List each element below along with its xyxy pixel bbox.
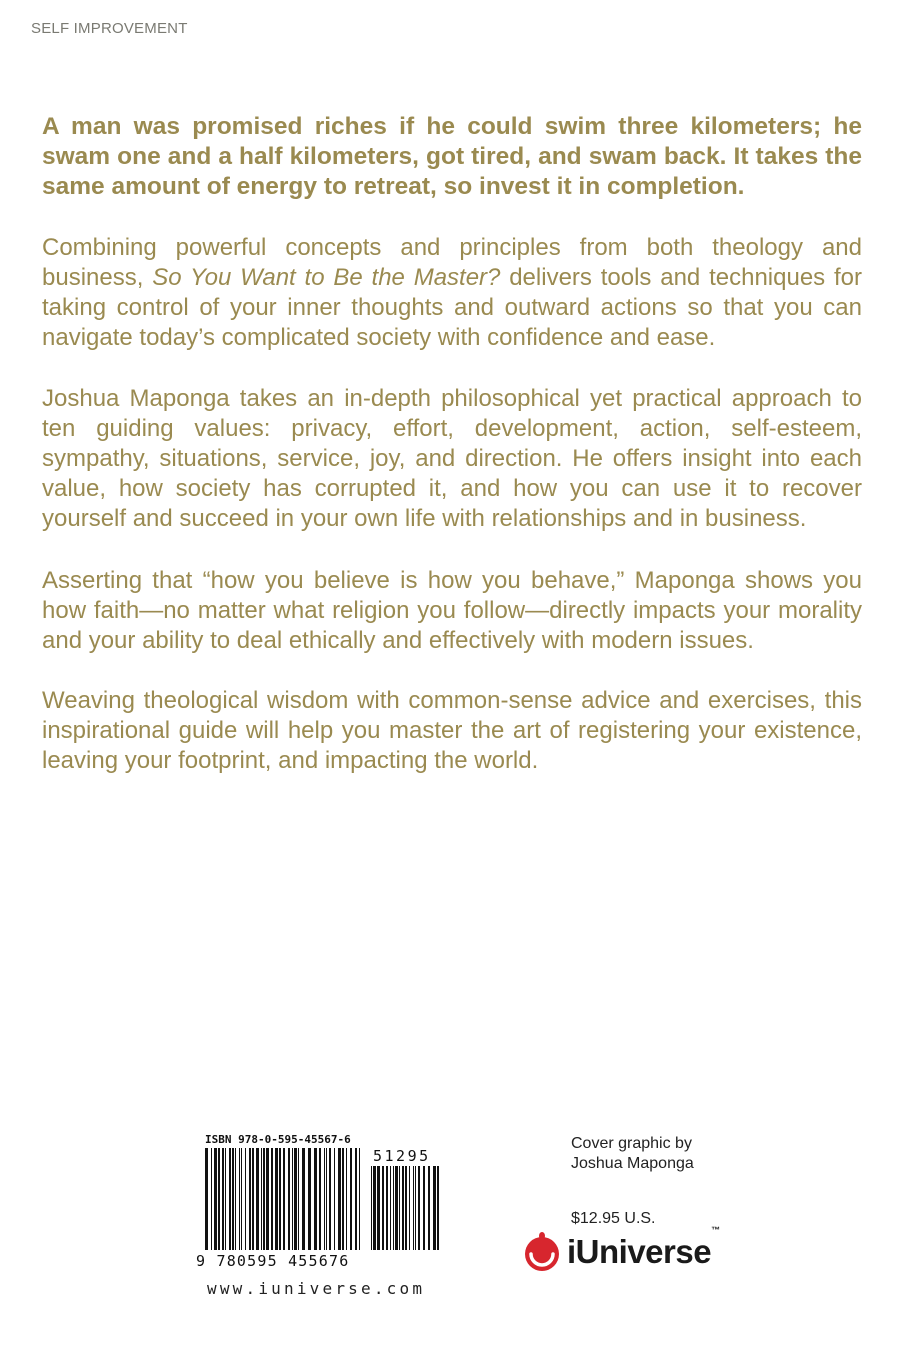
barcode-bar <box>211 1148 212 1250</box>
barcode-bar <box>359 1148 360 1250</box>
p1-text-start: Combining powerful concepts and principles from both theology and business, <box>42 234 862 291</box>
barcode-addon-digits: 51295 <box>373 1147 431 1165</box>
barcode-bar <box>279 1148 281 1250</box>
description-paragraph-3: Asserting that “how you believe is how you behave,” Maponga shows you how faith—no matter what religion you follow—directly impacts your morality and your ability to deal ethically and effectively with modern issues. <box>42 567 862 654</box>
iuniverse-smile-icon <box>522 1230 562 1274</box>
barcode-bar <box>245 1148 246 1250</box>
barcode-bar <box>433 1166 436 1250</box>
description-paragraph-1 <box>42 233 862 353</box>
barcode-bar <box>319 1148 321 1250</box>
publisher-name <box>567 1225 720 1271</box>
barcode-bar <box>390 1166 391 1250</box>
barcode-bar <box>302 1148 305 1250</box>
barcode-bar <box>395 1166 398 1250</box>
barcode-bar <box>239 1148 240 1250</box>
barcode-main-bars <box>205 1148 360 1250</box>
barcode-bar <box>252 1148 254 1250</box>
barcode-bar <box>235 1148 236 1250</box>
trademark-symbol: ™ <box>711 1225 720 1235</box>
barcode-bar <box>326 1148 327 1250</box>
publisher-logo <box>522 1225 720 1274</box>
barcode-bar <box>288 1148 290 1250</box>
barcode-digits: 9 780595 455676 <box>196 1252 350 1270</box>
barcode-bar <box>205 1148 208 1250</box>
barcode-bar <box>271 1148 273 1250</box>
barcode-bar <box>393 1166 394 1250</box>
p1-text-end: delivers tools and techniques for taking control of your inner thoughts and outward actions so that you can navigate today’s complicated society with confidence and ease. <box>42 264 862 351</box>
isbn-label: ISBN 978-0-595-45567-6 <box>205 1133 351 1146</box>
barcode-bar <box>232 1148 234 1250</box>
publisher-url: www.iuniverse.com <box>207 1279 426 1298</box>
barcode-bar <box>298 1148 299 1250</box>
barcode-bar <box>418 1166 420 1250</box>
barcode-bar <box>402 1166 404 1250</box>
barcode-bar <box>214 1148 217 1250</box>
barcode-bar <box>218 1148 220 1250</box>
barcode-bar <box>342 1148 344 1250</box>
cover-credit-line-1: Cover graphic by <box>571 1135 692 1152</box>
barcode-bar <box>334 1148 335 1250</box>
barcode-bar <box>329 1148 331 1250</box>
cover-credit-line-2: Joshua Maponga <box>571 1155 694 1172</box>
price-label: $12.95 U.S. <box>571 1210 656 1227</box>
barcode-bar <box>241 1148 242 1250</box>
barcode-bar <box>377 1166 380 1250</box>
barcode-bar <box>413 1166 414 1250</box>
barcode-bar <box>229 1148 231 1250</box>
barcode-bar <box>314 1148 317 1250</box>
book-title: So You Want to Be the Master? <box>152 264 501 291</box>
barcode-bar <box>222 1148 224 1250</box>
cover-credit <box>571 1134 694 1174</box>
barcode-bar <box>338 1148 341 1250</box>
barcode-bar <box>324 1148 325 1250</box>
barcode-bar <box>428 1166 430 1250</box>
barcode-bar <box>263 1148 265 1250</box>
barcode-bar <box>346 1148 347 1250</box>
barcode-bar <box>350 1148 352 1250</box>
barcode-bar <box>399 1166 400 1250</box>
barcode-bar <box>266 1148 269 1250</box>
barcode-bar <box>355 1148 357 1250</box>
barcode-bar <box>308 1148 311 1250</box>
barcode-bar <box>261 1148 262 1250</box>
barcode-bar <box>415 1166 416 1250</box>
publisher-name-text: iUniverse <box>567 1233 712 1270</box>
barcode-bar <box>283 1148 285 1250</box>
description-paragraph-4: Weaving theological wisdom with common-sense advice and exercises, this inspirational guide will help you master the art of registering your existence, leaving your footprint, and impacting the world. <box>42 687 862 774</box>
description-paragraph-2: Joshua Maponga takes an in-depth philosophical yet practical approach to ten guiding values: privacy, effort, development, action, self-esteem, sympathy, situations, service, joy, and direction. He offers insight into each value, how society has corrupted it, and how you can use it to recover yourself and succeed in your own life with relationships and in business. <box>42 385 862 532</box>
barcode-bar <box>256 1148 259 1250</box>
barcode-bar <box>382 1166 384 1250</box>
barcode-bar <box>423 1166 425 1250</box>
barcode-bar <box>386 1166 388 1250</box>
barcode-bar <box>373 1166 376 1250</box>
category-label: SELF IMPROVEMENT <box>31 20 188 37</box>
barcode-bar <box>294 1148 297 1250</box>
barcode-bar <box>371 1166 372 1250</box>
barcode-bar <box>249 1148 251 1250</box>
barcode-bar <box>437 1166 439 1250</box>
barcode-bar <box>405 1166 407 1250</box>
barcode-bar <box>409 1166 410 1250</box>
barcode-addon-bars <box>371 1166 439 1250</box>
barcode-bar <box>225 1148 226 1250</box>
barcode-bar <box>292 1148 293 1250</box>
barcode-bar <box>275 1148 278 1250</box>
tagline-blurb: A man was promised riches if he could swim three kilometers; he swam one and a half kilometers, got tired, and swam back. It takes the same amount of energy to retreat, so invest it in completion. <box>42 113 862 200</box>
